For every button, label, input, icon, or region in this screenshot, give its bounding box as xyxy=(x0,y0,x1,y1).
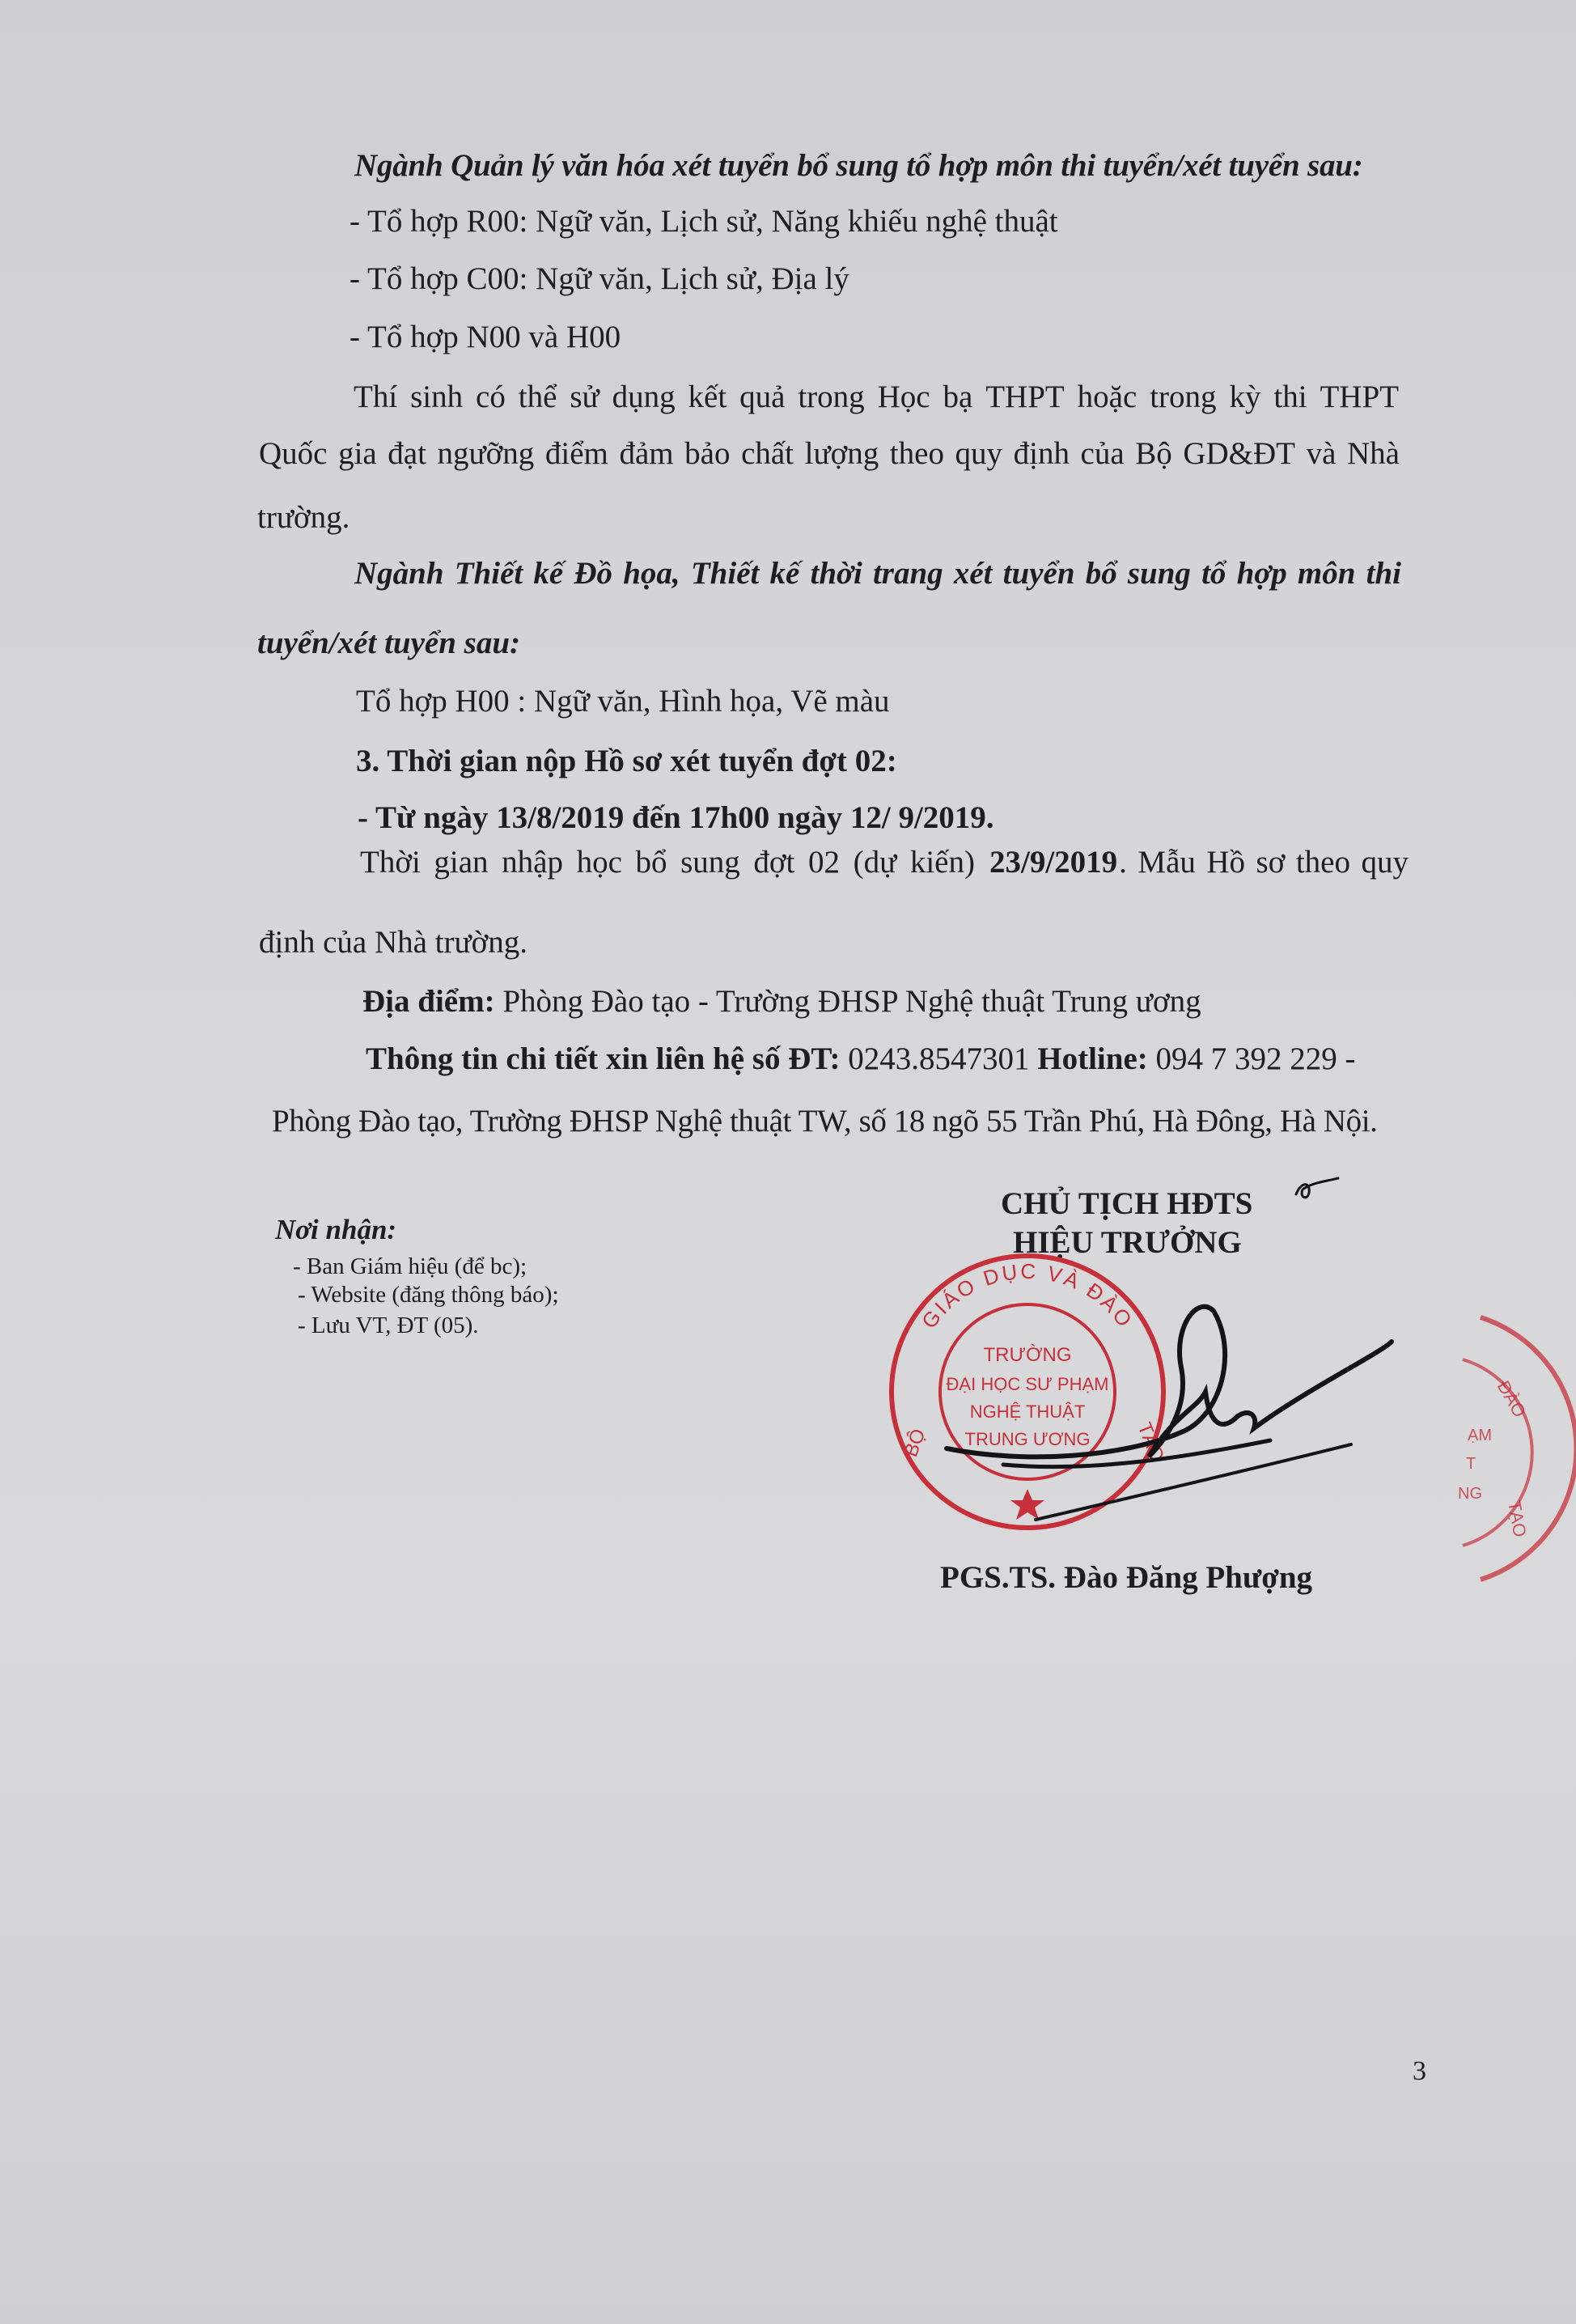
partial-seal-fragment: T xyxy=(1466,1455,1476,1473)
signature-flourish-icon xyxy=(1293,1173,1341,1206)
design-heading-line-1: Ngành Thiết kế Đồ họa, Thiết kế thời trang xét tuyển bổ sung tổ hợp môn thi xyxy=(354,556,1401,591)
recipient-item: - Ban Giám hiệu (để bc); xyxy=(293,1253,527,1279)
signature-title-1: CHỦ TỊCH HĐTS xyxy=(1001,1186,1253,1221)
seal-center-line: NGHỆ THUẬT xyxy=(969,1402,1086,1422)
partial-seal-fragment: NG xyxy=(1458,1485,1482,1503)
partial-seal-text: ĐÀO xyxy=(1493,1377,1531,1421)
signature-stroke xyxy=(1296,1178,1338,1198)
recipient-item: - Website (đăng thông báo); xyxy=(298,1282,559,1308)
time-heading: 3. Thời gian nộp Hồ sơ xét tuyển đợt 02: xyxy=(356,744,897,778)
signature-stroke xyxy=(947,1307,1392,1457)
enroll-line-1: Thời gian nhập học bổ sung đợt 02 (dự kiến) 23/9/2019 . Mẫu Hồ sơ theo quy xyxy=(360,845,1409,880)
combo-h00: Tổ hợp H00 : Ngữ văn, Hình họa, Vẽ màu xyxy=(356,684,890,719)
culture-heading: Ngành Quản lý văn hóa xét tuyển bổ sung tổ hợp môn thi tuyển/xét tuyển sau: xyxy=(354,148,1363,183)
recipient-item: - Lưu VT, ĐT (05). xyxy=(298,1313,479,1338)
enroll-date: 23/9/2019 xyxy=(989,845,1118,880)
note-line-2: Quốc gia đạt ngưỡng điểm đảm bảo chất lượng theo quy định của Bộ GD&ĐT và Nhà xyxy=(259,436,1400,471)
signer-name: PGS.TS. Đào Đăng Phượng xyxy=(940,1560,1313,1595)
page-number: 3 xyxy=(1413,2056,1426,2086)
seal-ring-top-text: GIÁO DỤC VÀ ĐÀO xyxy=(916,1258,1139,1334)
recipients-heading: Nơi nhận: xyxy=(275,1214,397,1245)
time-period: - Từ ngày 13/8/2019 đến 17h00 ngày 12/ 9/2019. xyxy=(358,800,994,835)
partial-seal-fragment: ẠM xyxy=(1468,1427,1492,1444)
seal-center-line: TRƯỜNG xyxy=(983,1344,1072,1366)
signature-title-2: HIỆU TRƯỞNG xyxy=(1013,1225,1242,1260)
note-line-1: Thí sinh có thể sử dụng kết quả trong Học bạ THPT hoặc trong kỳ thi THPT xyxy=(354,380,1399,414)
partial-seal-ring xyxy=(1481,1317,1576,1580)
handwritten-signature xyxy=(930,1295,1400,1537)
enroll-line-2: định của Nhà trường. xyxy=(259,925,528,960)
seal-ring-right-text: TẠO xyxy=(1133,1419,1168,1465)
location-line: Địa điểm: Phòng Đào tạo - Trường ĐHSP Nghệ thuật Trung ương xyxy=(362,984,1201,1019)
seal-center-line: ĐẠI HỌC SƯ PHẠM xyxy=(946,1374,1109,1394)
partial-seal-text: TẠO xyxy=(1504,1499,1531,1539)
seal-center-line: TRUNG ƯƠNG xyxy=(964,1429,1091,1449)
partial-seal xyxy=(1448,1311,1576,1586)
note-line-3: trường. xyxy=(257,500,350,535)
design-heading-line-2: tuyển/xét tuyển sau: xyxy=(257,626,521,660)
seal-ring-left-text: BỘ xyxy=(900,1426,930,1461)
address-line: Phòng Đào tạo, Trường ĐHSP Nghệ thuật TW, số 18 ngõ 55 Trần Phú, Hà Đông, Hà Nội. xyxy=(272,1104,1378,1139)
combo-n00-h00: - Tổ hợp N00 và H00 xyxy=(350,320,621,354)
combo-c00: - Tổ hợp C00: Ngữ văn, Lịch sử, Địa lý xyxy=(350,261,849,296)
combo-r00: - Tổ hợp R00: Ngữ văn, Lịch sử, Năng khiếu nghệ thuật xyxy=(350,204,1058,239)
contact-line: Thông tin chi tiết xin liên hệ số ĐT: 0243.8547301 Hotline: 094 7 392 229 - xyxy=(366,1041,1356,1076)
